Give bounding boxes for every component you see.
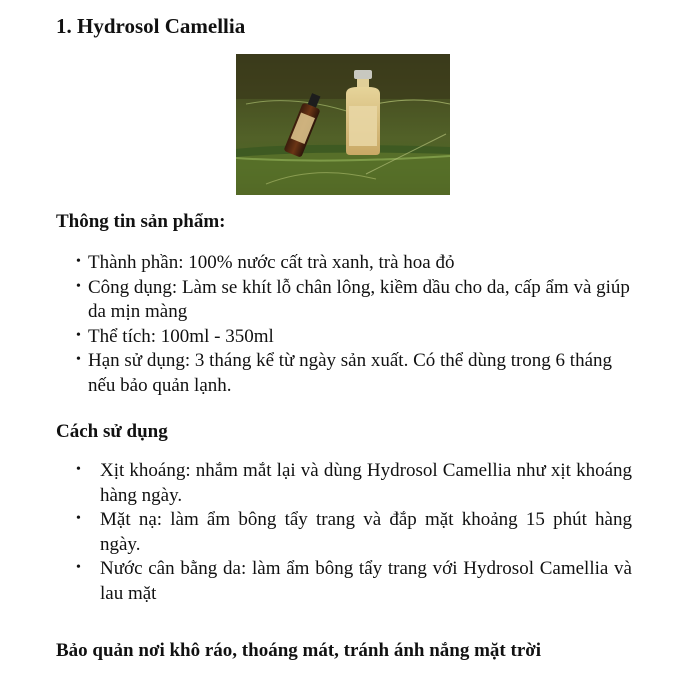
bullet-icon: • [76, 278, 81, 294]
info-item-text: Thành phần: 100% nước cất trà xanh, trà hoa đỏ [88, 252, 455, 273]
info-item-volume [76, 325, 632, 350]
usage-item-mist [76, 459, 632, 508]
bullet-icon: • [76, 560, 81, 575]
usage-item-text: Xịt khoáng: nhắm mắt lại và dùng Hydrosol Camellia như xịt khoáng hàng ngày. [100, 460, 632, 506]
product-photo-icon [236, 54, 450, 195]
usage-item-mask [76, 508, 632, 557]
usage-heading: Cách sử dụng [56, 421, 168, 442]
usage-item-text: Mặt nạ: làm ẩm bông tẩy trang và đắp mặt khoảng 15 phút hàng ngày. [100, 509, 632, 555]
info-item-shelf-life [76, 349, 632, 398]
usage-item-text: Nước cân bằng da: làm ẩm bông tẩy trang với Hydrosol Camellia và lau mặt [100, 558, 632, 604]
bullet-icon: • [76, 327, 81, 343]
info-item-ingredients [76, 251, 632, 276]
info-item-text: Thể tích: 100ml - 350ml [88, 325, 274, 347]
product-photo [236, 54, 450, 195]
info-heading: Thông tin sản phẩm: [56, 211, 226, 232]
info-item-uses [76, 276, 632, 325]
bullet-icon: • [76, 352, 81, 367]
bullet-icon: • [76, 462, 81, 477]
bullet-icon: • [76, 254, 81, 269]
info-item-text: Công dụng: Làm se khít lỗ chân lông, kiềm dầu cho da, cấp ẩm và giúp da mịn màng [88, 276, 630, 322]
storage-note: Bảo quản nơi khô ráo, thoáng mát, tránh ánh nắng mặt trời [56, 640, 542, 661]
bullet-icon: • [76, 511, 81, 526]
usage-item-toner [76, 557, 632, 606]
info-item-text: Hạn sử dụng: 3 tháng kể từ ngày sản xuất. Có thể dùng trong 6 tháng nếu bảo quản lạnh. [88, 350, 613, 396]
info-list [76, 251, 632, 398]
usage-list [76, 459, 632, 606]
product-title: 1. Hydrosol Camellia [56, 14, 246, 38]
